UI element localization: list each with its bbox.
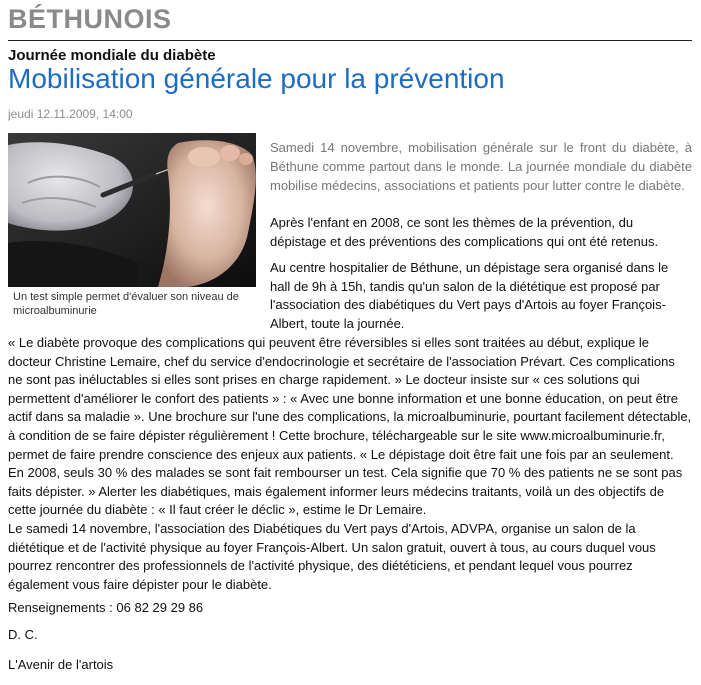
paragraph: « Le diabète provoque des complications qui peuvent être réversibles si elles sont traitées au début, explique le docteur Christine Lemaire, chef du service d'endocrinologie et secrétaire de l'association Prévart. Ces complications ne sont pas inéluctables si elles sont prises en charge rapidement. » Le docteur insiste sur « ces solutions qui permettent d'améliorer le confort des patients » : « Avec une bonne information et une bonne éducation, on peut être actif dans sa maladie ». Une brochure sur l'une des complications, la microalbuminurie, pourtant facilement détectable, à condition de se faire dépister régulièrement ! Cette brochure, téléchargeable sur le site www.microalbuminurie.fr, permet de faire prendre conscience des enjeux aux patients. « Le dépistage doit être fait une fois par an seulement. En 2008, seuls 30 % des malades se sont fait rembourser un test. Cela signifie que 70 % des patients ne se sont pas faits dépister. » Alerter les diabétiques, mais également informer leurs médecins traitants, voilà un des objectifs de cette journée du diabète : « Il faut créer le déclic », estime le Dr Lemaire. — [8, 335, 692, 518]
contact-info: Renseignements : 06 82 29 29 86 — [8, 600, 204, 615]
section-title: BÉTHUNOIS — [8, 4, 172, 34]
foot-test-illustration — [8, 133, 256, 287]
photo-caption: Un test simple permet d'évaluer son niveau de microalbuminurie — [13, 291, 239, 317]
section-divider — [8, 40, 692, 41]
article-date: jeudi 12.11.2009, 14:00 — [8, 107, 133, 121]
article-photo — [8, 133, 256, 287]
article-lead: Samedi 14 novembre, mobilisation générale sur le front du diabète, à Béthune comme partout dans le monde. La journée mondiale du diabète mobilise médecins, associations et patients pour lutter contre le diabète. — [270, 140, 692, 193]
article-kicker: Journée mondiale du diabète — [8, 47, 216, 64]
paragraph: Après l'enfant en 2008, ce sont les thèmes de la prévention, du dépistage et des préventions des complications qui ont été retenus. — [270, 215, 659, 249]
article-headline: Mobilisation générale pour la prévention — [8, 63, 505, 94]
author-signature: D. C. — [8, 627, 38, 642]
paragraph: Le samedi 14 novembre, l'association des Diabétiques du Vert pays d'Artois, ADVPA, organise un salon de la diététique et de l'activité physique au foyer François-Albert. Un salon gratuit, ouvert à tous, au cours duquel vous pourrez rencontrer des professionnels de l'activité physique, des diététiciens, et pendant lequel vous pourrez également vous faire dépister pour le diabète. — [8, 521, 656, 592]
article-source: L'Avenir de l'artois — [8, 657, 114, 672]
paragraph: Au centre hospitalier de Béthune, un dépistage sera organisé dans le hall de 9h à 15h, tandis qu'un salon de la diététique est proposé par l'association des diabétiques du Vert pays d'Artois au foyer François-Albert, toute la journée. — [270, 260, 669, 331]
